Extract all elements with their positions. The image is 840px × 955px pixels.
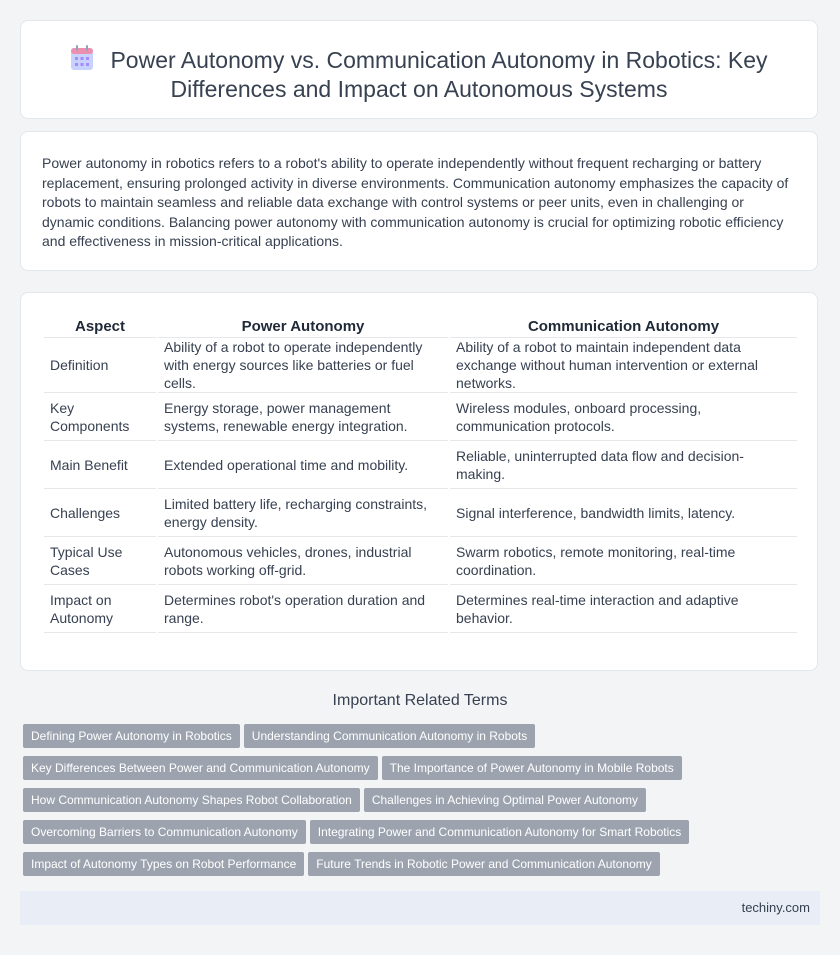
communication-cell: Determines real-time interaction and adaptive behavior.: [450, 585, 797, 633]
power-cell: Ability of a robot to operate independently with energy sources like batteries or fuel cells.: [158, 338, 448, 393]
table-row: [44, 393, 797, 441]
power-cell: Determines robot's operation duration and range.: [158, 585, 448, 633]
related-term-tag[interactable]: The Importance of Power Autonomy in Mobile Robots: [382, 756, 682, 780]
communication-cell: Reliable, uninterrupted data flow and decision-making.: [450, 441, 797, 489]
tag-row: [23, 852, 823, 876]
table-row: [44, 585, 797, 633]
intro-card: [20, 131, 818, 271]
tag-row: [23, 756, 823, 780]
related-term-tag[interactable]: Integrating Power and Communication Autonomy for Smart Robotics: [310, 820, 690, 844]
aspect-cell: Main Benefit: [44, 441, 156, 489]
table-row: [44, 489, 797, 537]
power-cell: Energy storage, power management systems, renewable energy integration.: [158, 393, 448, 441]
aspect-cell: Challenges: [44, 489, 156, 537]
communication-cell: Wireless modules, onboard processing, communication protocols.: [450, 393, 797, 441]
header-aspect: Aspect: [44, 315, 156, 338]
intro-paragraph: Power autonomy in robotics refers to a robot's ability to operate independently without frequent recharging or battery replacement, ensuring prolonged activity in diverse environments. Communication autonomy emphasizes the capacity of robots to maintain seamless and reliable data exchange with control systems or peer units, even in challenging or dynamic conditions. Balancing power autonomy with communication autonomy is crucial for optimizing robotic efficiency and effectiveness in mission-critical applications.: [42, 155, 789, 250]
aspect-cell: Typical Use Cases: [44, 537, 156, 585]
aspect-cell: Definition: [44, 338, 156, 393]
related-term-tag[interactable]: Future Trends in Robotic Power and Communication Autonomy: [308, 852, 660, 876]
page-title: Power Autonomy vs. Communication Autonomy in Robotics: Key Differences and Impact on Autonomous Systems: [110, 47, 768, 102]
power-cell: Extended operational time and mobility.: [158, 441, 448, 489]
table-row: [44, 537, 797, 585]
comparison-card: [20, 292, 818, 671]
related-term-tag[interactable]: Impact of Autonomy Types on Robot Performance: [23, 852, 304, 876]
related-term-tag[interactable]: How Communication Autonomy Shapes Robot Collaboration: [23, 788, 360, 812]
table-row: [44, 441, 797, 489]
footer: [20, 891, 820, 925]
communication-cell: Ability of a robot to maintain independent data exchange without human intervention or external networks.: [450, 338, 797, 393]
related-term-tag[interactable]: Key Differences Between Power and Communication Autonomy: [23, 756, 378, 780]
related-term-tag[interactable]: Challenges in Achieving Optimal Power Autonomy: [364, 788, 646, 812]
page-title-wrap: [51, 45, 787, 104]
comparison-table: [42, 315, 799, 633]
header-power-autonomy: Power Autonomy: [158, 315, 448, 338]
related-term-tag[interactable]: Overcoming Barriers to Communication Autonomy: [23, 820, 306, 844]
communication-cell: Signal interference, bandwidth limits, latency.: [450, 489, 797, 537]
header-communication-autonomy: Communication Autonomy: [450, 315, 797, 338]
communication-cell: Swarm robotics, remote monitoring, real-time coordination.: [450, 537, 797, 585]
tag-row: [23, 788, 823, 812]
power-cell: Limited battery life, recharging constraints, energy density.: [158, 489, 448, 537]
related-terms-list: [23, 724, 823, 884]
tag-row: [23, 820, 823, 844]
header-card: [20, 20, 818, 119]
calendar-icon: [70, 45, 94, 71]
related-term-tag[interactable]: Defining Power Autonomy in Robotics: [23, 724, 240, 748]
related-terms-heading: Important Related Terms: [332, 692, 508, 709]
aspect-cell: Key Components: [44, 393, 156, 441]
related-term-tag[interactable]: Understanding Communication Autonomy in Robots: [244, 724, 535, 748]
site-name[interactable]: techiny.com: [741, 900, 810, 915]
table-row: [44, 338, 797, 393]
table-header-row: [44, 315, 797, 338]
power-cell: Autonomous vehicles, drones, industrial robots working off-grid.: [158, 537, 448, 585]
tag-row: [23, 724, 823, 748]
aspect-cell: Impact on Autonomy: [44, 585, 156, 633]
